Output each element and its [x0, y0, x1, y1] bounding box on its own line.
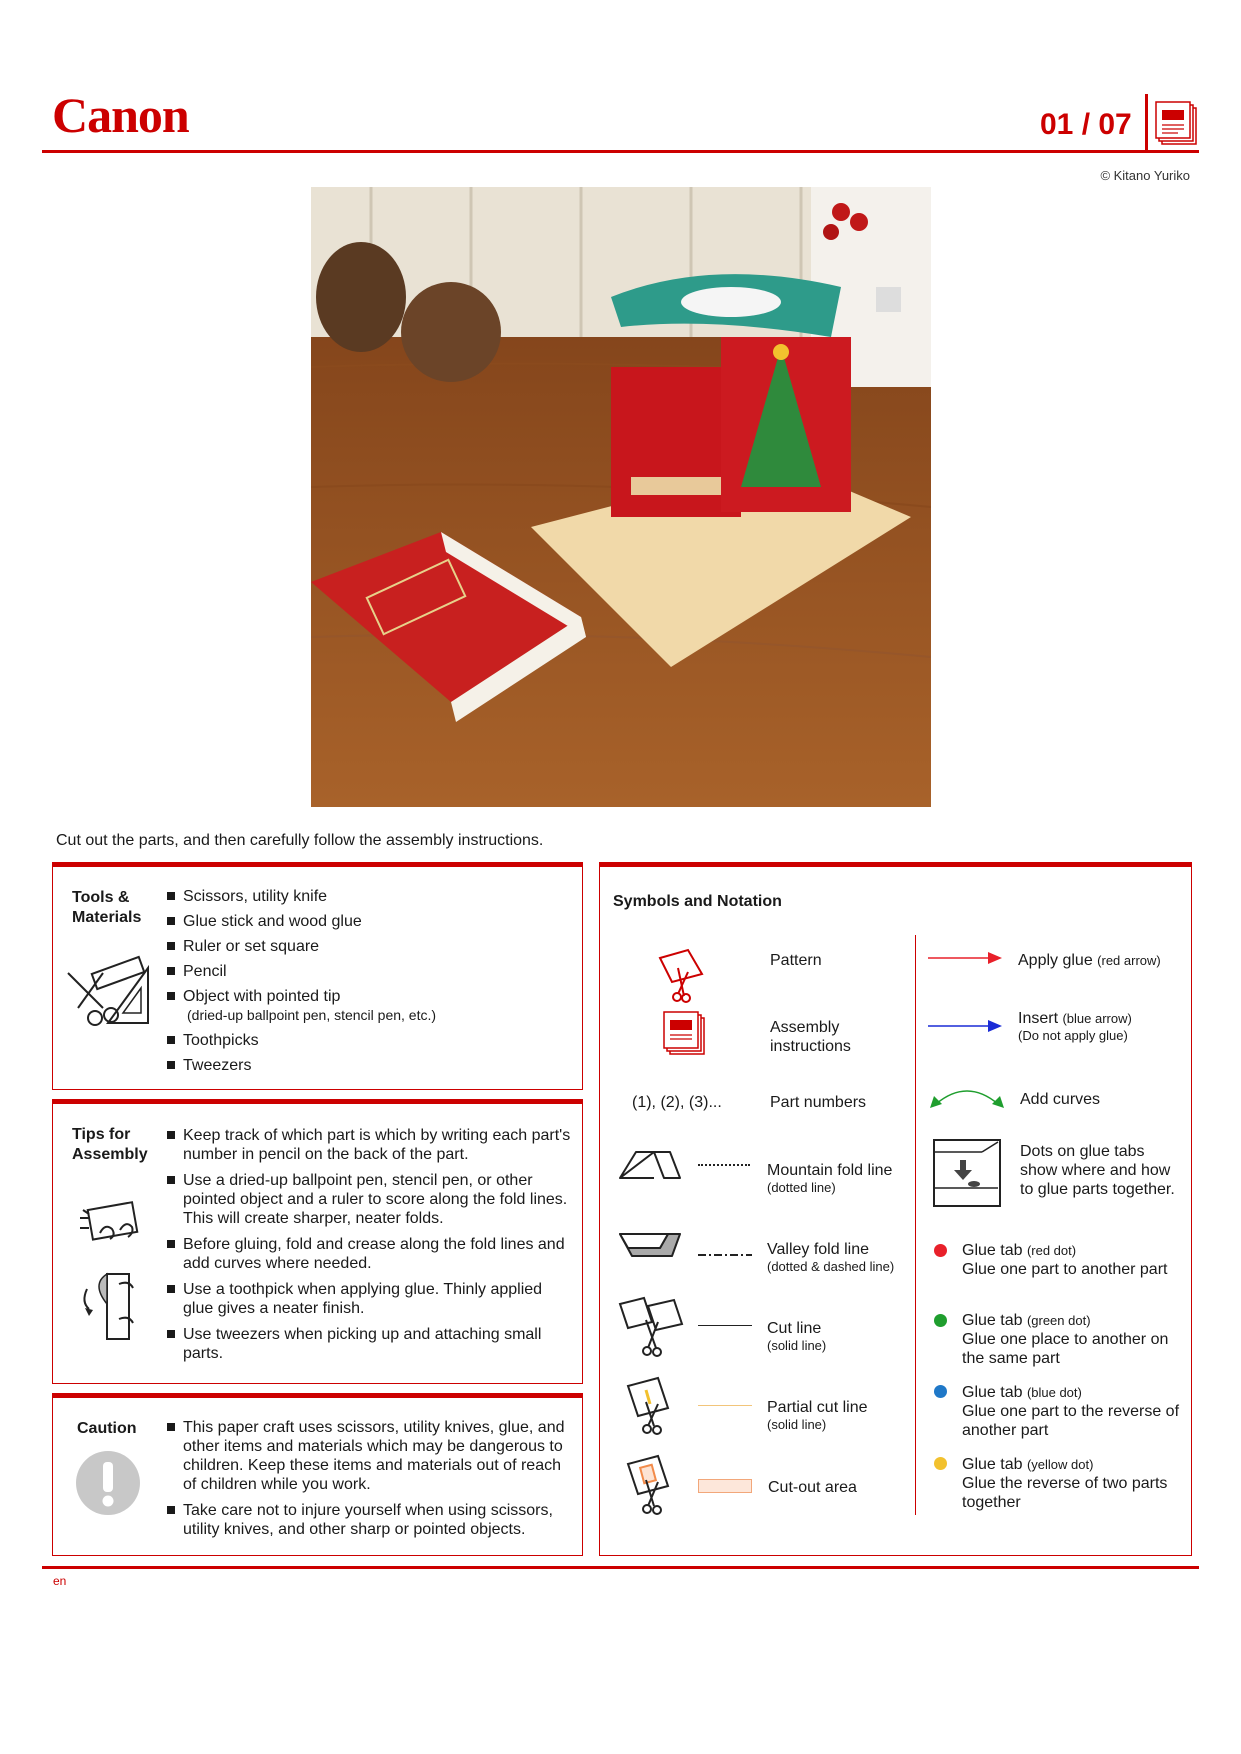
scissors-ruler-icon [63, 953, 153, 1038]
glue-tab-red-label: Glue tab (red dot) Glue one part to another part [962, 1242, 1168, 1278]
green-dot-icon [934, 1314, 947, 1327]
canon-logo: Canon [52, 87, 189, 143]
list-item: Tweezers [167, 1056, 567, 1075]
red-arrow-icon [928, 950, 1004, 971]
product-photo [311, 187, 931, 807]
glue-tab-yellow-label: Glue tab (yellow dot) Glue the reverse of two parts together [962, 1456, 1168, 1511]
yellow-dot-icon [934, 1457, 947, 1470]
list-item: Before gluing, fold and crease along the fold lines and add curves where needed. [167, 1235, 572, 1273]
partial-cut-label: Partial cut line (solid line) [767, 1399, 868, 1432]
partial-cut-icon [626, 1376, 678, 1441]
caution-box [52, 1393, 583, 1556]
cut-line-sample [698, 1325, 752, 1326]
glue-tab-dots-label: Dots on glue tabs show where and how to glue parts together. [1020, 1143, 1175, 1198]
assembly-instructions-label: Assembly instructions [770, 1019, 851, 1055]
cut-line-icon [618, 1296, 684, 1363]
list-item: Pencil [167, 962, 567, 981]
footer-rule [42, 1566, 1199, 1569]
page-divider [1145, 94, 1148, 150]
list-item: Scissors, utility knife [167, 887, 567, 906]
mountain-fold-line-sample [698, 1164, 750, 1166]
instructions-icon [1154, 98, 1200, 151]
language-code: en [53, 1574, 67, 1588]
tips-box [52, 1099, 583, 1384]
folding-hand-icon [79, 1264, 139, 1349]
list-item: Take care not to injure yourself when using scissors, utility knives, and other sharp or pointed objects. [167, 1501, 572, 1539]
blue-arrow-icon [928, 1018, 1004, 1039]
list-item: Glue stick and wood glue [167, 912, 567, 931]
page-number: 01 / 07 [1040, 108, 1132, 141]
glue-tab-dots-icon [932, 1138, 1002, 1213]
mountain-fold-icon [618, 1148, 682, 1187]
blue-dot-icon [934, 1385, 947, 1398]
symbols-divider [915, 935, 916, 1515]
list-item: Use a toothpick when applying glue. Thinly applied glue gives a neater finish. [167, 1280, 572, 1318]
header-rule [42, 150, 1199, 153]
symbols-title: Symbols and Notation [613, 893, 782, 910]
cut-line-label: Cut line (solid line) [767, 1320, 827, 1353]
intro-text: Cut out the parts, and then carefully follow the assembly instructions. [56, 832, 544, 849]
red-dot-icon [934, 1244, 947, 1257]
list-item: Keep track of which part is which by writing each part's number in pencil on the back of the part. [167, 1126, 572, 1164]
assembly-instructions-icon [662, 1008, 708, 1061]
add-curves-icon [928, 1084, 1006, 1115]
pattern-icon [658, 948, 708, 1008]
list-item: Use tweezers when picking up and attaching small parts. [167, 1325, 572, 1363]
valley-fold-label: Valley fold line (dotted & dashed line) [767, 1241, 895, 1274]
cut-out-area-label: Cut-out area [768, 1479, 857, 1496]
list-item: Ruler or set square [167, 937, 567, 956]
exclamation-icon [75, 1450, 141, 1521]
caution-list [167, 1418, 572, 1539]
part-numbers-marker: (1), (2), (3)... [632, 1094, 722, 1111]
glue-tab-green-label: Glue tab (green dot) Glue one place to another on the same part [962, 1312, 1169, 1367]
list-item: Use a dried-up ballpoint pen, stencil pen, or other pointed object and a ruler to score along the fold lines. This will create sharper, neater folds. [167, 1171, 572, 1228]
part-numbers-label: Part numbers [770, 1094, 867, 1111]
cut-out-area-icon [626, 1454, 678, 1521]
valley-fold-icon [618, 1228, 682, 1265]
copyright: © Kitano Yuriko [1100, 168, 1190, 183]
mountain-fold-label: Mountain fold line (dotted line) [767, 1162, 893, 1195]
cut-out-area-sample [698, 1479, 752, 1493]
caution-title: Caution [77, 1420, 137, 1437]
tools-title: Tools & Materials [72, 889, 142, 926]
tools-list [167, 887, 567, 1075]
glue-tab-blue-label: Glue tab (blue dot) Glue one part to the reverse of another part [962, 1384, 1180, 1439]
tools-materials-box [52, 862, 583, 1090]
tips-list [167, 1126, 572, 1363]
add-curves-label: Add curves [1020, 1091, 1101, 1108]
apply-glue-label: Apply glue (red arrow) [1018, 952, 1161, 969]
list-item: Object with pointed tip (dried-up ballpoint pen, stencil pen, etc.) [167, 987, 567, 1025]
valley-fold-line-sample [698, 1244, 752, 1262]
partial-cut-line-sample [698, 1405, 752, 1406]
list-item: This paper craft uses scissors, utility knives, glue, and other items and materials which may be dangerous to children. Keep these items and materials out of reach of children while you work. [167, 1418, 572, 1494]
scoring-hands-icon [75, 1198, 145, 1253]
pattern-label: Pattern [770, 952, 822, 969]
tips-title: Tips for Assembly [72, 1126, 148, 1163]
insert-label: Insert (blue arrow) (Do not apply glue) [1018, 1010, 1132, 1043]
list-item: Toothpicks [167, 1031, 567, 1050]
